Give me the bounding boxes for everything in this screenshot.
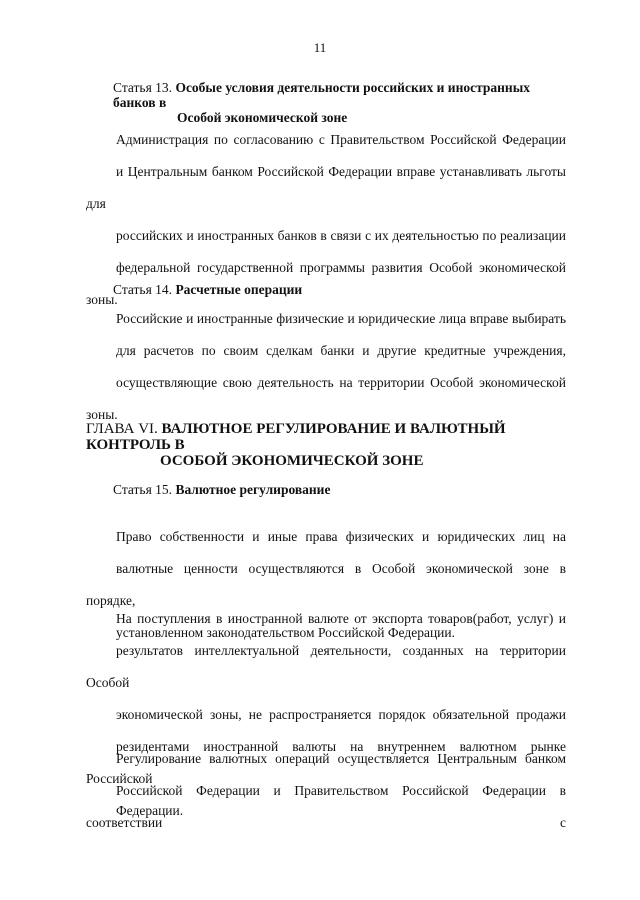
text-line: и Центральным банком Российской Федерации вправе устанавливать льготы для xyxy=(86,164,566,211)
text-line: валютные ценности осуществляются в Особой экономической зоне в порядке, xyxy=(86,561,566,608)
text-line: установленном законодательством Российской Федерации. xyxy=(116,625,456,640)
text-line: для расчетов по своим сделкам банки и другие кредитные учреждения, xyxy=(116,343,566,358)
text-line: резидентами иностранной валюты на внутреннем валютном рынке Российской xyxy=(86,739,566,786)
text-line: На поступления в иностранной валюте от экспорта товаров(работ, услуг) и xyxy=(116,611,566,626)
article-13-title-line2: Особой экономической зоне xyxy=(177,110,348,125)
article-14-paragraph xyxy=(86,303,566,431)
article-15-title: Валютное регулирование xyxy=(175,482,331,497)
text-line: Регулирование валютных операций осуществляется Центральным банком xyxy=(116,751,566,766)
chapter-6-heading xyxy=(86,421,568,469)
article-15-label: Статья 15. xyxy=(113,482,173,497)
article-14-title: Расчетные операции xyxy=(175,282,303,297)
article-15-paragraph-3 xyxy=(86,743,566,839)
article-14-label: Статья 14. xyxy=(113,282,173,297)
chapter-6-title-line1: ВАЛЮТНОЕ РЕГУЛИРОВАНИЕ И ВАЛЮТНЫЙ КОНТРОЛЬ В xyxy=(86,421,506,453)
chapter-6-label: ГЛАВА VI. xyxy=(86,421,158,437)
page-number: 11 xyxy=(313,40,327,55)
article-13-label: Статья 13. xyxy=(113,80,173,95)
text-line: федеральной государственной программы развития Особой экономической зоны. xyxy=(86,260,566,307)
article-13-heading xyxy=(113,80,573,125)
text-line: Российские и иностранные физические и юридические лица вправе выбирать xyxy=(116,311,566,326)
text-line: осуществляющие свою деятельность на территории Особой экономической зоны. xyxy=(86,375,566,422)
text-line: экономической зоны, не распространяется порядок обязательной продажи xyxy=(116,707,566,722)
article-13-title-line1: Особые условия деятельности российских и иностранных банков в xyxy=(113,80,530,110)
text-line: Администрация по согласованию с Правительством Российской Федерации xyxy=(116,132,566,147)
text-line: Право собственности и иные права физических и юридических лиц на xyxy=(116,529,566,544)
chapter-6-title-line2: ОСОБОЙ ЭКОНОМИЧЕСКОЙ ЗОНЕ xyxy=(160,453,424,469)
article-14-heading xyxy=(113,282,573,297)
text-line: Федерации. xyxy=(116,803,184,818)
text-line: российских и иностранных банков в связи с их деятельностью по реализации xyxy=(116,228,566,243)
text-line: результатов интеллектуальной деятельности, созданных на территории Особой xyxy=(86,643,566,690)
text-line: Российской Федерации и Правительством Российской Федерации в соответствии с xyxy=(86,783,566,830)
article-15-heading xyxy=(113,482,573,497)
